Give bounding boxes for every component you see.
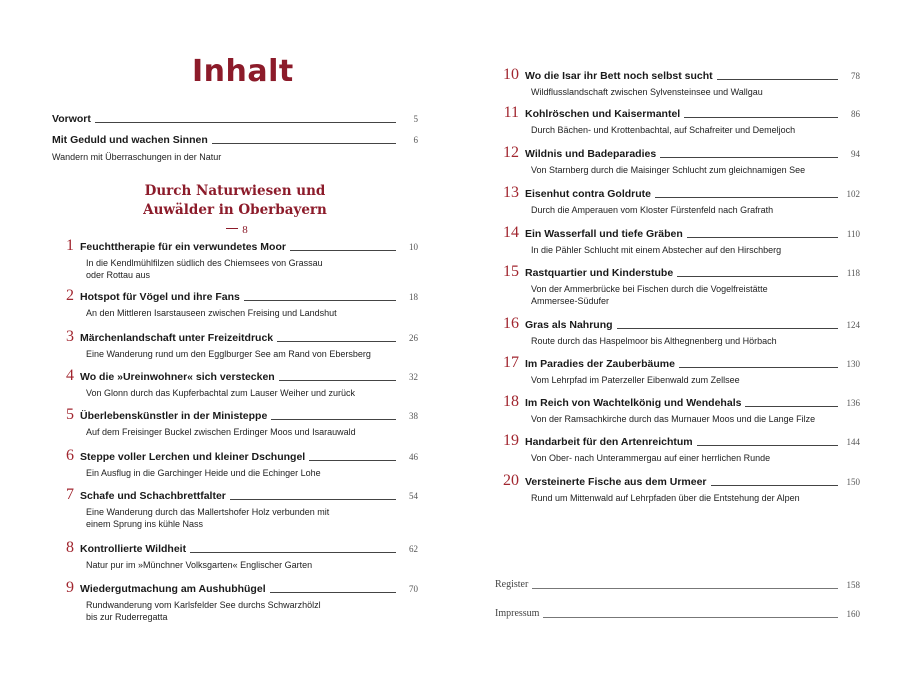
chapter-title: Im Reich von Wachtelkönig und Wendehals [525,397,742,409]
toc-entry-chapter[interactable] [50,447,418,479]
chapter-subtitle-line: Eine Wanderung rund um den Egglburger See am Rand von Ebersberg [86,349,371,359]
page-number: 150 [846,477,860,487]
chapter-number: 3 [66,328,74,345]
chapter-number: 10 [503,66,519,83]
chapter-subtitle-line: Durch die Amperauen vom Kloster Fürstenfeld nach Grafrath [531,205,774,215]
leader-line [95,122,396,123]
chapter-number: 7 [66,486,74,503]
leader-line [190,552,396,553]
chapter-number: 18 [503,393,519,410]
leader-line [711,485,838,486]
toc-entry-vorwort[interactable] [52,112,418,126]
chapter-subtitle-line: Vom Lehrpfad im Paterzeller Eibenwald zum Zellsee [531,375,740,385]
toc-entry-chapter[interactable] [495,472,860,504]
chapter-subtitle [495,413,860,425]
chapter-subtitle [495,244,860,256]
leader-line [230,499,396,500]
chapter-title: Kontrollierte Wildheit [80,543,187,555]
toc-entry-register[interactable] [495,578,860,592]
chapter-subtitle-line: In die Pähler Schlucht mit einem Abstecher auf den Hirschberg [531,245,782,255]
toc-entry-chapter[interactable] [495,432,860,464]
page-number: 136 [846,398,860,408]
chapter-subtitle-line: Von der Ammerbrücke bei Fischen durch die Vogelfreistätte [531,284,768,294]
chapter-subtitle [50,426,418,438]
chapter-subtitle-line: An den Mittleren Isarstauseen zwischen Freising und Landshut [86,308,337,318]
chapter-subtitle [50,387,418,399]
chapter-subtitle [495,283,860,307]
page-number: 46 [409,452,418,462]
leader-line [717,79,838,80]
chapter-title: Kohlröschen und Kaisermantel [525,108,681,120]
page-title: Inhalt [192,54,294,89]
toc-entry-chapter[interactable] [495,224,860,256]
entry-subtitle: Wandern mit Überraschungen in der Natur [52,152,222,162]
leader-line [226,228,238,229]
toc-entry-chapter[interactable] [50,406,418,438]
chapter-subtitle [50,559,418,571]
chapter-title: Schafe und Schachbrettfalter [80,490,226,502]
chapter-title: Im Paradies der Zauberbäume [525,358,675,370]
page-number: 18 [409,292,418,302]
chapter-number: 6 [66,447,74,464]
chapter-subtitle-line: Route durch das Haspelmoor bis Althegnenberg und Hörbach [531,336,777,346]
chapter-number: 13 [503,184,519,201]
chapter-subtitle [495,335,860,347]
page-number: 54 [409,491,418,501]
toc-entry-chapter[interactable] [495,393,860,425]
page-number: 94 [851,149,860,159]
chapter-title: Ein Wasserfall und tiefe Gräben [525,228,683,240]
section-heading-line-1: Durch Naturwiesen und [144,183,326,199]
chapter-title: Versteinerte Fische aus dem Urmeer [525,476,707,488]
chapter-number: 20 [503,472,519,489]
page-number: 6 [413,135,418,145]
chapter-number: 8 [66,539,74,556]
chapter-title: Rastquartier und Kinderstube [525,267,674,279]
page-number: 26 [409,333,418,343]
toc-entry-chapter[interactable] [50,367,418,399]
toc-entry-chapter[interactable] [495,144,860,176]
chapter-number: 4 [66,367,74,384]
toc-entry-geduld[interactable] [52,133,418,163]
chapter-number: 1 [66,237,74,254]
chapter-subtitle [495,124,860,136]
leader-line [244,300,396,301]
page-number: 78 [851,71,860,81]
chapter-title: Feuchttherapie für ein verwundetes Moor [80,241,286,253]
page-number: 70 [409,584,418,594]
leader-line [543,617,838,618]
chapter-subtitle [495,492,860,504]
chapter-title: Steppe voller Lerchen und kleiner Dschungel [80,451,306,463]
chapter-subtitle [495,164,860,176]
chapter-number: 17 [503,354,519,371]
chapter-title: Überlebenskünstler in der Ministeppe [80,410,268,422]
chapter-number: 19 [503,432,519,449]
leader-line [617,328,838,329]
leader-line [745,406,838,407]
toc-entry-chapter[interactable] [495,315,860,347]
entry-title: Impressum [495,608,540,619]
chapter-subtitle [50,307,418,319]
leader-line [687,237,838,238]
section-page-number: 8 [242,224,248,236]
chapter-title: Märchenlandschaft unter Freizeitdruck [80,332,274,344]
chapter-number: 14 [503,224,519,241]
chapter-subtitle-line: Auf dem Freisinger Buckel zwischen Erdinger Moos und Isarauwald [86,427,356,437]
chapter-subtitle [50,257,418,281]
page-number: 144 [846,437,860,447]
page-number: 86 [851,109,860,119]
page-number: 38 [409,411,418,421]
chapter-number: 12 [503,144,519,161]
page-number: 62 [409,544,418,554]
chapter-subtitle [50,599,418,623]
chapter-subtitle-line: Eine Wanderung durch das Mallertshofer Holz verbunden mit [86,507,330,517]
leader-line [279,380,396,381]
chapter-subtitle [50,467,418,479]
page-number: 124 [846,320,860,330]
chapter-subtitle [495,86,860,98]
page-number: 158 [846,580,860,590]
chapter-subtitle-line: Rund um Mittenwald auf Lehrpfaden über die Entstehung der Alpen [531,493,800,503]
chapter-subtitle-line: In die Kendlmühlfilzen südlich des Chiemsees von Grassau [86,258,323,268]
toc-entry-chapter[interactable] [495,263,860,307]
toc-entry-chapter[interactable] [50,486,418,530]
leader-line [277,341,396,342]
chapter-number: 2 [66,287,74,304]
chapter-number: 5 [66,406,74,423]
page-number: 5 [413,114,418,124]
page-number: 32 [409,372,418,382]
chapter-subtitle-line: bis zur Ruderregatta [86,612,168,622]
page-number: 160 [846,609,860,619]
toc-entry-chapter[interactable] [495,104,860,136]
page-number: 130 [846,359,860,369]
leader-line [677,276,838,277]
chapter-number: 9 [66,579,74,596]
chapter-subtitle-line: Von Glonn durch das Kupferbachtal zum Lauser Weiher und zurück [86,388,355,398]
chapter-subtitle-line: Durch Bächen- und Krottenbachtal, auf Schafreiter und Demeljoch [531,125,796,135]
chapter-number: 16 [503,315,519,332]
chapter-subtitle [495,374,860,386]
chapter-subtitle [50,348,418,360]
chapter-subtitle-line: Von Ober- nach Unterammergau auf einer herrlichen Runde [531,453,771,463]
chapter-subtitle [50,506,418,530]
chapter-subtitle-line: oder Rottau aus [86,270,151,280]
page-number: 110 [846,229,860,239]
leader-line [290,250,396,251]
chapter-subtitle-line: Von Starnberg durch die Maisinger Schlucht zum gleichnamigen See [531,165,806,175]
toc-entry-impressum[interactable] [495,607,860,621]
leader-line [660,157,838,158]
chapter-subtitle-line: Wildflusslandschaft zwischen Sylvensteinsee und Wallgau [531,87,763,97]
leader-line [684,117,838,118]
chapter-title: Wildnis und Badeparadies [525,148,657,160]
chapter-subtitle-line: Natur pur im »Münchner Volksgarten« Englischer Garten [86,560,313,570]
chapter-number: 15 [503,263,519,280]
leader-line [212,143,396,144]
page-number: 102 [846,189,860,199]
toc-entry-chapter[interactable] [495,354,860,386]
entry-title: Register [495,579,529,590]
toc-entry-chapter[interactable] [50,237,418,281]
chapter-subtitle-line: Rundwanderung vom Karlsfelder See durchs Schwarzhölzl [86,600,321,610]
chapter-title: Eisenhut contra Goldrute [525,188,652,200]
chapter-title: Wo die »Ureinwohner« sich verstecken [80,371,275,383]
toc-entry-chapter[interactable] [50,328,418,360]
chapter-title: Handarbeit für den Artenreichtum [525,436,693,448]
leader-line [655,197,838,198]
chapter-title: Wiedergutmachung am Aushubhügel [80,583,266,595]
chapter-subtitle-line: Von der Ramsachkirche durch das Murnauer Moos und die Lange Filze [531,414,816,424]
section-heading[interactable] [135,182,335,240]
leader-line [309,460,396,461]
toc-entry-chapter[interactable] [495,66,860,98]
page-number: 10 [409,242,418,252]
chapter-title: Gras als Nahrung [525,319,613,331]
chapter-subtitle [495,452,860,464]
leader-line [532,588,838,589]
right-page [455,0,910,681]
toc-entry-chapter[interactable] [50,539,418,571]
leader-line [697,445,838,446]
chapter-subtitle-line: Ein Ausflug in die Garchinger Heide und die Echinger Lohe [86,468,321,478]
chapter-title: Wo die Isar ihr Bett noch selbst sucht [525,70,713,82]
toc-entry-chapter[interactable] [50,579,418,623]
chapter-subtitle-line: Ammersee-Südufer [531,296,610,306]
chapter-subtitle-line: einem Sprung ins kühle Nass [86,519,204,529]
toc-entry-chapter[interactable] [495,184,860,216]
section-heading-line-2: Auwälder in Oberbayern [143,202,327,218]
entry-title: Mit Geduld und wachen Sinnen [52,134,208,146]
leader-line [271,419,396,420]
leader-line [679,367,838,368]
chapter-title: Hotspot für Vögel und ihre Fans [80,291,240,303]
chapter-number: 11 [503,104,519,121]
entry-title: Vorwort [52,113,91,125]
leader-line [270,592,396,593]
page-number: 118 [846,268,860,278]
toc-entry-chapter[interactable] [50,287,418,319]
chapter-subtitle [495,204,860,216]
